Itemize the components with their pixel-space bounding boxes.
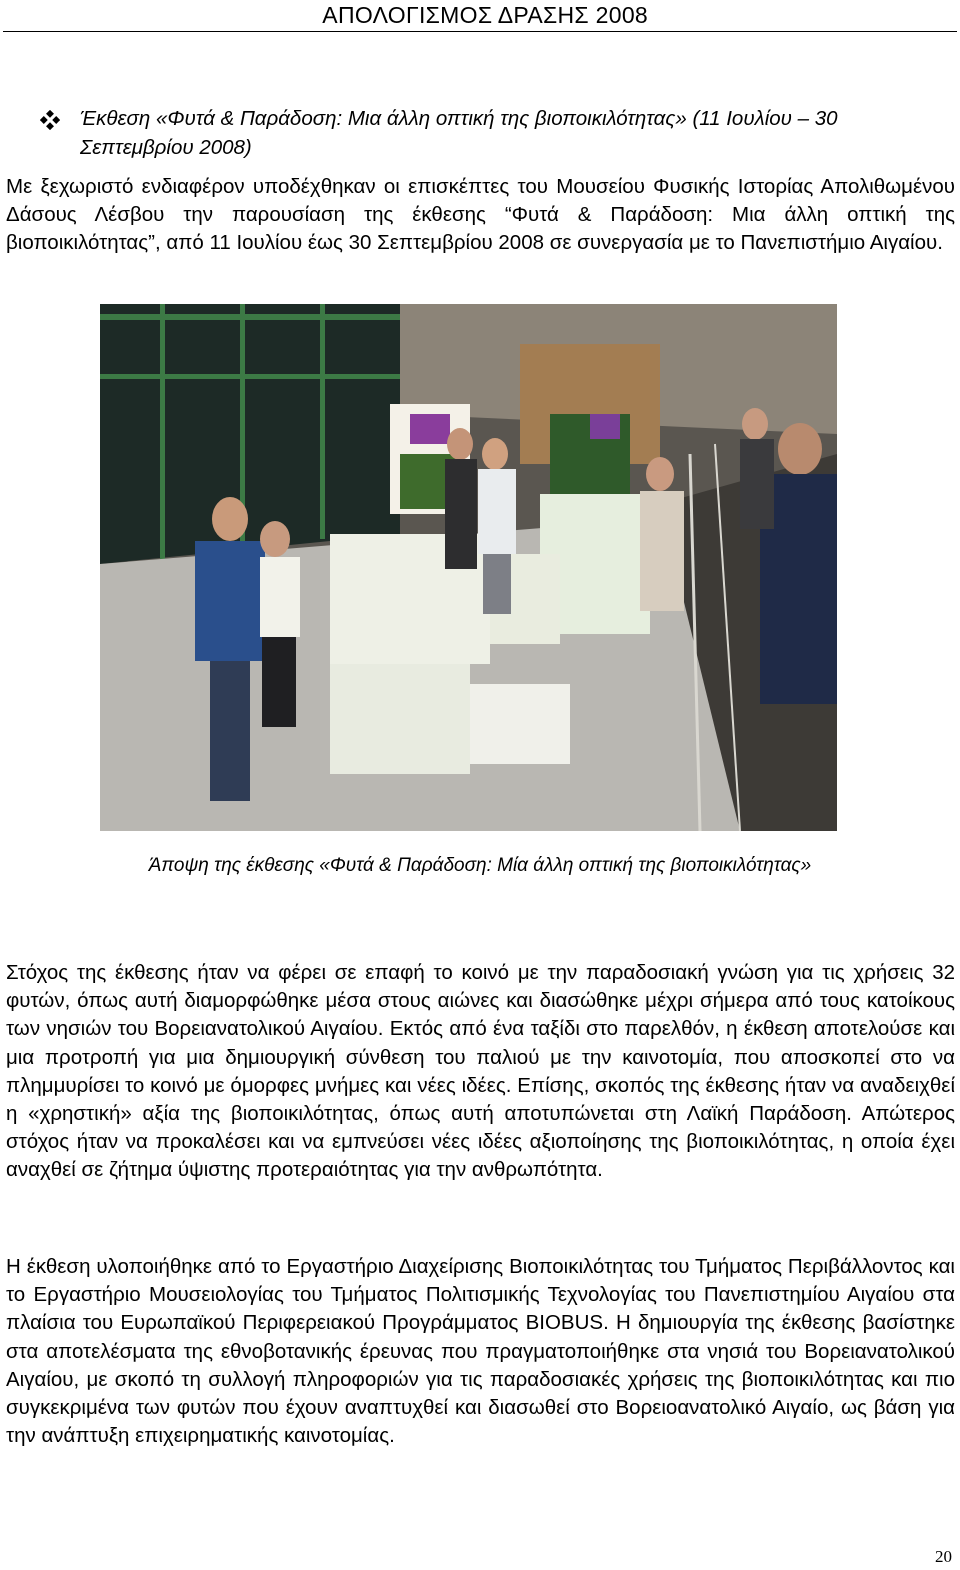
page-header [0, 0, 960, 32]
header-rule [3, 31, 957, 32]
header-title: ΑΠΟΛΟΓΙΣΜΟΣ ΔΡΑΣΗΣ 2008 [322, 2, 648, 28]
intro-paragraph: Με ξεχωριστό ενδιαφέρον υποδέχθηκαν οι επισκέπτες του Μουσείου Φυσικής Ιστορίας Απολιθωμένου Δάσους Λέσβου την παρουσίαση της έκθεσης “Φυτά & Παράδοση: Μια άλλη οπτική της βιοποικιλότητας”, από 11 Ιουλίου έως 30 Σεπτεμβρίου 2008 σε συνεργασία με το Πανεπιστήμιο Αιγαίου. [6, 175, 955, 255]
page-number: 20 [935, 1547, 952, 1566]
photo-caption: Άποψη της έκθεσης «Φυτά & Παράδοση: Μία άλλη οπτική της βιοποικιλότητας» [148, 855, 812, 876]
goals-paragraph: Στόχος της έκθεσης ήταν να φέρει σε επαφή το κοινό με την παραδοσιακή γνώση για τις χρήσεις 32 φυτών, όπως αυτή διαμορφώθηκε μέσα στους αιώνες και διασώθηκε μέχρι σήμερα από τους κατοίκους των νησιών του Βορειανατολικού Αιγαίου. Εκτός από ένα ταξίδι στο παρελθόν, η έκθεση αποτελούσε και μια προτροπή για μια δημιουργική σύνθεση του παλιού με την καινοτομία, που αποσκοπεί στο να πλημμυρίσει το κοινό με όμορφες μνήμες και νέες ιδέες. Επίσης, σκοπός της έκθεσης ήταν να αναδειχθεί η «χρηστική» αξία της βιοποικιλότητας, όπως αυτή αποτυπώνεται στη Λαϊκή Παράδοση. Απώτερος στόχος ήταν να προκαλέσει και να εμπνεύσει νέες ιδέες αξιοποίησης της βιοποικιλότητας, η οποία έχει αναχθεί σε ζήτημα ύψιστης προτεραιότητας για την ανθρωπότητα. [6, 961, 955, 1182]
diamond-bullet-icon [40, 110, 60, 137]
section-title: Έκθεση «Φυτά & Παράδοση: Μια άλλη οπτική της βιοποικιλότητας» (11 Ιουλίου – 30 Σεπτεμβρίου 2008) [80, 107, 838, 159]
exhibition-photo [100, 304, 837, 831]
implementation-paragraph: Η έκθεση υλοποιήθηκε από το Εργαστήριο Διαχείρισης Βιοποικιλότητας του Τμήματος Περιβάλλοντος και το Εργαστήριο Μουσειολογίας του Τμήματος Πολιτισμικής Τεχνολογίας του Πανεπιστημίου Αιγαίου στα πλαίσια του Ευρωπαϊκού Περιφερειακού Προγράμματος BIOBUS. Η δημιουργία της έκθεσης βασίστηκε στα αποτελέσματα της εθνοβοτανικής έρευνας που πραγματοποιήθηκε στα νησιά του Βορειανατολικού Αιγαίου, με σκοπό τη συλλογή πληροφοριών για τις παραδοσιακές χρήσεις της βιοποικιλότητας και πιο συγκεκριμένα των φυτών που έχουν αναπτυχθεί και διασωθεί στο Βορειοανατολικό Αιγαίο, ως βάση για την ανάπτυξη επιχειρηματικής καινοτομίας. [6, 1255, 955, 1448]
